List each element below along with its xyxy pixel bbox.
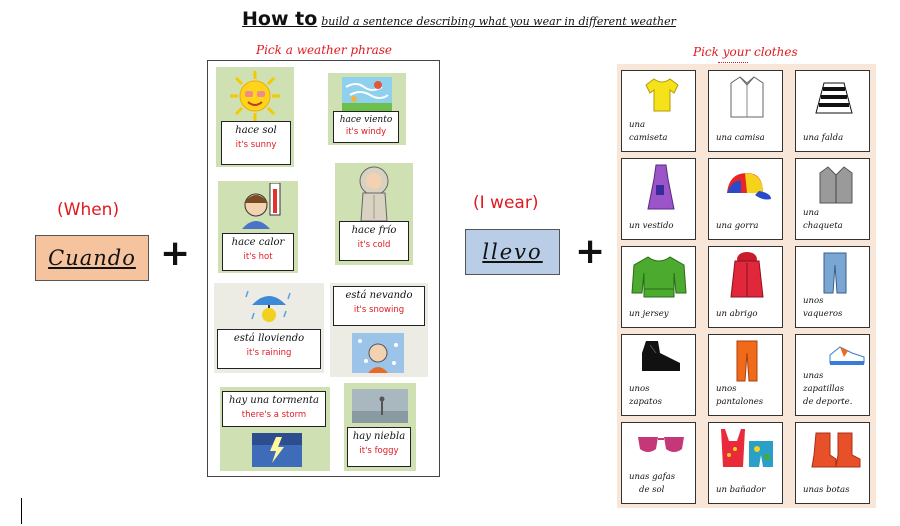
clothes-card [621, 246, 696, 328]
clothes-card [708, 334, 783, 416]
clothes-label: un bañador [716, 485, 766, 495]
jacket-icon [818, 165, 854, 205]
weather-en: it's foggy [359, 446, 399, 456]
weather-phrase-box [222, 391, 326, 427]
sweater-icon [630, 255, 688, 299]
clothes-card [621, 70, 696, 152]
clothes-label: unos vaqueros [803, 296, 843, 319]
weather-card-foggy [344, 383, 416, 471]
weather-card-storm [220, 387, 330, 471]
weather-en: it's raining [246, 348, 292, 358]
weather-en: there's a storm [241, 410, 307, 420]
clothes-label: unas gafas de sol [629, 472, 676, 495]
weather-es: hace sol [235, 125, 277, 136]
weather-card-snowing [330, 283, 428, 377]
weather-card-hot [218, 181, 298, 273]
clothes-card [795, 246, 870, 328]
weather-card-cold [335, 163, 413, 265]
when-label: (When) [57, 200, 120, 220]
shoe-icon [638, 339, 682, 373]
clothes-card [795, 158, 870, 240]
weather-panel [207, 60, 440, 477]
weather-card-sunny [216, 67, 294, 167]
clothes-card [621, 334, 696, 416]
weather-es: hace viento [339, 115, 393, 125]
clothes-label: un vestido [629, 221, 674, 231]
trousers-icon [735, 339, 759, 383]
weather-phrase-box [339, 221, 409, 261]
cold-person-icon [351, 165, 397, 221]
weather-es: está nevando [345, 290, 413, 301]
weather-phrase-box [222, 233, 294, 271]
weather-phrase-box [347, 427, 411, 467]
clothes-label: una camisa [716, 133, 765, 143]
title-rest: build a sentence describing what you wear in different weather [321, 15, 676, 28]
sun-icon [228, 70, 282, 122]
weather-phrase-box [333, 286, 425, 326]
clothes-card [795, 422, 870, 504]
clothes-label: unas zapatillas de deporte. [803, 371, 853, 407]
clothes-label: una camiseta [629, 120, 668, 143]
weather-es: hay niebla [352, 431, 406, 442]
sunglasses-icon [636, 433, 686, 455]
weather-en: it's hot [243, 252, 273, 262]
rain-icon [244, 287, 294, 325]
weather-phrase-box [333, 111, 399, 143]
weather-en: it's windy [345, 127, 387, 137]
coat-icon [729, 251, 765, 299]
clothes-panel [617, 64, 876, 508]
weather-en: it's sunny [235, 140, 277, 150]
weather-es: hace calor [231, 237, 285, 248]
swimsuit-icon [717, 427, 775, 471]
clothes-card [708, 158, 783, 240]
clothes-card [621, 158, 696, 240]
clothes-card [621, 422, 696, 504]
llevo-box: llevo [465, 229, 560, 275]
clothes-card [708, 422, 783, 504]
dress-icon [646, 163, 676, 211]
weather-card-raining [214, 283, 324, 373]
fog-icon [352, 389, 408, 423]
clothes-card [795, 70, 870, 152]
weather-phrase-box [221, 121, 291, 165]
text-cursor [21, 498, 22, 524]
clothes-card [795, 334, 870, 416]
wind-scene-icon [342, 77, 392, 111]
clothes-label: una falda [803, 133, 844, 143]
clothes-label: una chaqueta [803, 208, 843, 231]
page-title [242, 8, 676, 30]
weather-phrase-box [217, 329, 321, 369]
weather-es: hace frío [351, 225, 397, 236]
cap-icon [719, 171, 773, 201]
hot-person-icon [234, 183, 288, 229]
weather-es: hay una tormenta [229, 395, 319, 406]
weather-en: it's cold [357, 240, 391, 250]
plus-sign-1: + [160, 233, 191, 274]
tshirt-icon [642, 77, 682, 113]
clothes-label: un abrigo [716, 309, 758, 319]
clothes-heading: Pick your clothes [693, 45, 798, 59]
weather-card-windy [328, 73, 406, 145]
clothes-label: un jersey [629, 309, 669, 319]
weather-heading: Pick a weather phrase [256, 43, 392, 57]
storm-icon [252, 433, 302, 467]
heading-underline [718, 62, 748, 63]
shirt-icon [727, 75, 767, 119]
clothes-card [708, 246, 783, 328]
clothes-label: una gorra [716, 221, 759, 231]
plus-sign-2: + [575, 231, 606, 272]
boots-icon [810, 431, 862, 469]
clothes-card [708, 70, 783, 152]
clothes-label: unos zapatos [629, 384, 662, 407]
title-bold: How to [242, 8, 318, 30]
snow-scene-icon [352, 333, 404, 373]
jeans-icon [822, 251, 848, 295]
trainers-icon [826, 341, 866, 369]
skirt-icon [814, 81, 854, 115]
weather-en: it's snowing [353, 305, 405, 315]
clothes-label: unas botas [803, 485, 850, 495]
cuando-box: Cuando [35, 235, 149, 281]
weather-es: está lloviendo [233, 333, 305, 344]
clothes-label: unos pantalones [716, 384, 764, 407]
wear-label: (I wear) [473, 193, 539, 213]
